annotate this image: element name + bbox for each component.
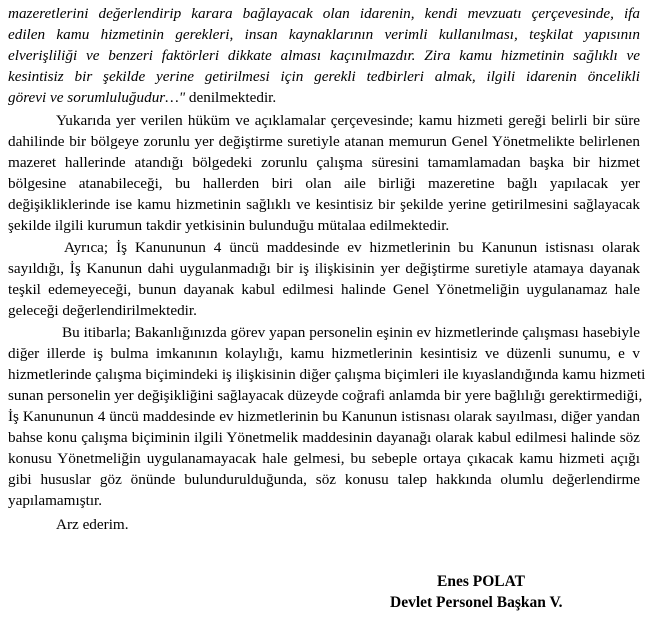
p4-line-9: yapılamamıştır. bbox=[8, 492, 103, 509]
closing: Arz ederim. bbox=[56, 516, 129, 533]
p3-line-2: sayıldığı, İş Kanunun dahi uygulanmadığı bir iş ilişkisinin yer değiştirme suretiyle atamaya dayanak bbox=[8, 260, 640, 277]
p3-line-1: Ayrıca; İş Kanununun 4 üncü maddesinde ev hizmetlerinin bu Kanunun istisnası olarak bbox=[64, 239, 640, 256]
p2-line-1: Yukarıda yer verilen hüküm ve açıklamalar çerçevesinde; kamu hizmeti gereği belirli bir süre bbox=[56, 112, 640, 129]
signature-name: Enes POLAT bbox=[437, 573, 525, 590]
p4-line-7: konusu Yönetmeliğin uygulanamayacak hale gelmesi, bu sebeple ortaya çıkacak kamu hizmeti açığı bbox=[8, 450, 640, 467]
p4-line-5: İş Kanununun 4 üncü maddesinde ev hizmetlerinin bu Kanunun istisnası olarak sayılması, diğer yandan bbox=[8, 408, 640, 425]
p2-line-3: mazeret hallerinde atandığı bölgedeki zorunlu çalışma süresini tamamlamadan başka bir hizmet bbox=[8, 154, 640, 171]
signature-title: Devlet Personel Başkan V. bbox=[390, 594, 563, 611]
p3-line-3: teşkil edemeyeceği, bunun dayanak kabul edilmesi halinde Genel Yönetmeliğin uygulanamaz hale bbox=[8, 281, 640, 298]
p4-line-4: sunan personelin yer değişikliğini sağlayacak düzeyde coğrafi anlamda bir yere bağlılığı gerektirmediği, bbox=[8, 387, 643, 404]
p1-line-1: mazeretlerini değerlendirip karara bağlayacak olan idarenin, kendi mevzuatı çerçevesinde, ifa bbox=[8, 5, 640, 22]
quote-suffix: denilmektedir. bbox=[185, 89, 277, 106]
p4-line-6: bahse konu çalışma biçiminin ilgili Yönetmelik maddesinin dayanağı olarak kabul edilmesi halinde söz bbox=[8, 429, 640, 446]
p4-line-3: hizmetlerinde çalışma biçimindeki iş ilişkisinin diğer çalışma biçimleri ile kıyaslandığında kamu hizmeti bbox=[8, 366, 646, 383]
p4-line-2: diğer illerde iş bulma imkanının kolaylığı, kamu hizmetlerinin kesintisiz ve düzenli sunumu, e v bbox=[8, 345, 640, 362]
p3-line-4: geleceği değerlendirilmektedir. bbox=[8, 302, 197, 319]
p1-line-2: edilen kamu hizmetinin gerekleri, insan kaynaklarının verimli kullanılması, teşkilat yapısının bbox=[8, 26, 640, 43]
p1-line-5 bbox=[8, 88, 640, 108]
p2-line-5: değişikliklerinde ise kamu hizmetinin sağlıklı ve kesintisiz bir şekilde yerine getirilmesini sağlayacak bbox=[8, 196, 640, 213]
p1-line-4: kesintisiz bir şekilde yerine getirilmesi için gerekli tedbirleri almak, ilgili idarenin öncelikli bbox=[8, 68, 640, 85]
p2-line-6: şekilde ilgili kurumun takdir yetkisinin bulunduğu mütalaa edilmektedir. bbox=[8, 217, 450, 234]
p4-line-8: gibi hususlar göz önünde bulundurulduğunda, söz konusu talep hakkında olumlu değerlendirme bbox=[8, 471, 640, 488]
p4-line-1: Bu itibarla; Bakanlığınızda görev yapan personelin eşinin ev hizmetlerinde çalışması hasebiyle bbox=[62, 324, 640, 341]
p1-line-3: elverişliliği ve benzeri faktörleri dikkate alması kaçınılmazdır. Zira kamu hizmetinin sağlıklı ve bbox=[8, 47, 640, 64]
quote-end: görevi ve sorumluluğudur…" bbox=[8, 89, 186, 106]
p2-line-2: dahilinde bir bölgeye zorunlu yer değiştirme suretiyle atanan memurun Genel Yönetmelikte belirlenen bbox=[8, 133, 640, 150]
p2-line-4: bölgesine atanabileceği, bu hallerden biri olan aile birliği mazeretine bağlı yapılacak yer bbox=[8, 175, 640, 192]
